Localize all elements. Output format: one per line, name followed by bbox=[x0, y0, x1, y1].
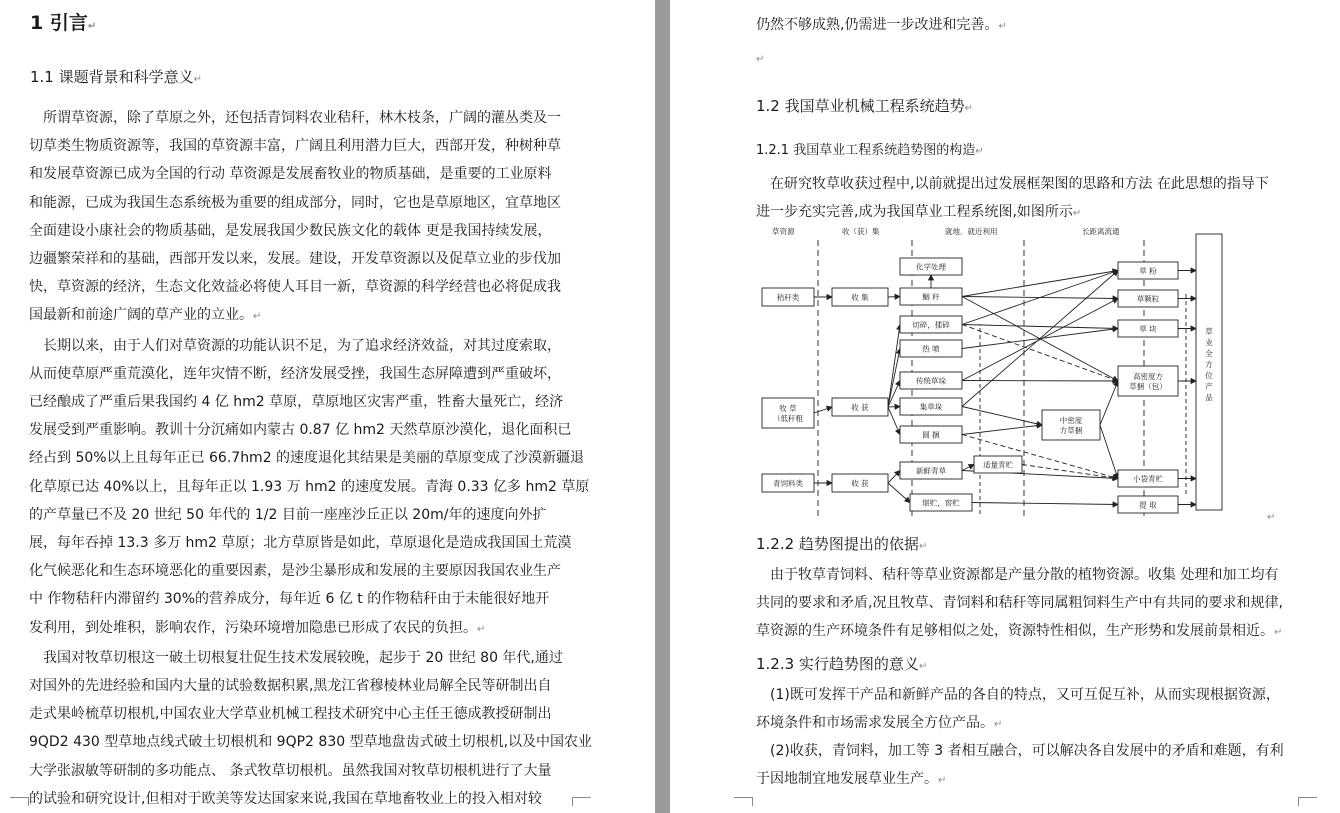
process-box bbox=[900, 372, 962, 389]
process-box bbox=[900, 258, 962, 275]
text-line: 长期以来，由于人们对草资源的功能认识不足，为了追求经济效益，对其过度索取， bbox=[43, 337, 561, 354]
box-label: 切碎，揉碎 bbox=[912, 320, 950, 330]
product-box bbox=[1118, 496, 1178, 513]
box-label: 堪贮，窖贮 bbox=[922, 498, 960, 508]
harvest-box bbox=[832, 398, 888, 416]
page-corner-mark bbox=[572, 797, 591, 806]
document-page-left bbox=[0, 0, 655, 813]
subsection-heading: 1.2.1 我国草业工程系统趋势图的构造↵ bbox=[756, 143, 984, 158]
product-box bbox=[1118, 262, 1178, 279]
box-label: （低秆粗 bbox=[773, 414, 803, 423]
body-text bbox=[29, 104, 593, 813]
text-line: 由于牧草青饲料、秸秆等草业资源都是产量分散的植物资源。收集 处理和加工均有 bbox=[770, 567, 1279, 583]
text-line: 化草原已达 40%以上，且每年正以 1.93 万 hm2 的速度发展。青海 0.33 亿多 hm2 草原 bbox=[29, 478, 590, 495]
section-heading: 1.1 课题背景和科学意义↵ bbox=[30, 68, 203, 86]
paragraph bbox=[29, 644, 593, 813]
text-line: 草资源的生产环境条件有足够相似之处，资源特性相似，生产形势和发展前景相近。↵ bbox=[756, 623, 1283, 640]
text-line: 进一步充实完善,成为我国草业工程系统图,如图所示↵ bbox=[756, 204, 1082, 221]
paragraph-mark: ↵ bbox=[756, 54, 765, 65]
body-text bbox=[756, 170, 1316, 228]
text-line: 展，每年吞掉 13.3 多万 hm2 草原；北方草原皆是如此，草原退化是造成我国国土荒漠 bbox=[29, 535, 572, 552]
text-line: 环境条件和市场需求发展全方位产品。↵ bbox=[756, 715, 1003, 732]
text-line: 走式果岭梳草切根机,中国农业大学草业机械工程技术研究中心主任王德成教授研制出 bbox=[29, 706, 552, 723]
paragraph-mark: ↵ bbox=[1267, 512, 1276, 523]
text-line: 的产草量已不及 20 世纪 50 年代的 1/2 目前一座座沙丘正以 20m/年的速度向外扩 bbox=[29, 506, 547, 523]
flow-arrow bbox=[972, 503, 1118, 505]
box-label: 收 集 bbox=[851, 293, 869, 302]
flow-arrow bbox=[888, 471, 900, 484]
flow-arrow bbox=[962, 465, 974, 471]
process-box bbox=[900, 462, 962, 479]
product-box bbox=[1118, 366, 1178, 396]
process-box bbox=[910, 494, 972, 511]
harvest-box bbox=[832, 474, 888, 492]
flow-arrow bbox=[814, 407, 832, 413]
process-box bbox=[900, 340, 962, 357]
chapter-heading: 1 引言↵ bbox=[30, 12, 97, 34]
flow-arrow bbox=[962, 325, 1118, 329]
flow-arrow bbox=[962, 407, 1042, 426]
flow-arrow bbox=[962, 271, 1118, 297]
flow-arrow bbox=[888, 407, 900, 408]
body-text bbox=[756, 681, 1316, 739]
product-box bbox=[1118, 320, 1178, 337]
text-line: 大学张淑敏等研制的多功能点、 条式牧草切根机。虽然我国对牧草切根机进行了大量 bbox=[29, 762, 552, 779]
body-text bbox=[756, 561, 1316, 648]
flow-arrow bbox=[888, 297, 900, 298]
flow-arrow bbox=[888, 349, 900, 408]
flow-arrow bbox=[888, 407, 900, 435]
flow-arrow bbox=[962, 381, 1118, 382]
text-line: (1)既可发挥干产品和新鲜产品的各自的特点，又可互促互补，从而实现根据资源， bbox=[770, 687, 1280, 703]
silage-box bbox=[974, 456, 1022, 473]
continued-text bbox=[756, 11, 1316, 41]
box-label: 集草垛 bbox=[919, 402, 943, 412]
box-label: 提 取 bbox=[1139, 500, 1157, 510]
section-heading: 1.2 我国草业机械工程系统趋势↵ bbox=[756, 97, 974, 115]
page-gap bbox=[655, 0, 670, 813]
text-line: 经占到 50%以上且每年正已 66.7hm2 的速度退化其结果是美丽的草原变成了沙漠新疆退 bbox=[29, 450, 585, 467]
text-line: (2)收获，青饲料，加工等 3 者相互融合，可以解决各自发展中的矛盾和难题，有利 bbox=[770, 743, 1284, 759]
box-label: 热 喷 bbox=[922, 344, 940, 354]
flow-arrow bbox=[962, 325, 1118, 382]
flow-arrow bbox=[962, 271, 1118, 407]
text-line: 所谓草资源，除了草原之外，还包括青饲料农业秸秆，林木枝条，广阔的灌丛类及一 bbox=[43, 110, 561, 126]
text-line: 发展受到严重影响。教训十分沉痛如内蒙古 0.87 亿 hm2 天然草原沙漠化，退化面积已 bbox=[29, 422, 572, 439]
box-label: 方草捆 bbox=[1059, 426, 1083, 435]
flow-arrow bbox=[888, 483, 910, 503]
box-label: 牧 草 bbox=[779, 404, 797, 413]
final-products-label: 草业全方位产品 bbox=[1205, 327, 1213, 402]
box-label: 圆 捆 bbox=[922, 430, 940, 440]
text-line: 发利用，到处堆积，影响农作，污染环境增加隐患已形成了农民的负担。↵ bbox=[29, 619, 486, 636]
column-heading: 长距离流通 bbox=[1082, 227, 1120, 236]
column-heading: 就地．就近利用 bbox=[945, 227, 998, 236]
mid-density-bale-box bbox=[1042, 410, 1100, 440]
subsection-heading: 1.2.2 趋势图提出的依据↵ bbox=[756, 535, 928, 553]
document-page-right bbox=[670, 0, 1340, 813]
source-box-green-feed bbox=[762, 474, 814, 492]
text-line: 我国对牧草切根这一破土切根复壮促生技术发展较晚，起步于 20 世纪 80 年代,通过 bbox=[43, 649, 563, 666]
text-line: 已经酿成了严重后果我国约 4 亿 hm2 草原，草原地区灾害严重，牲畜大量死亡，经济 bbox=[29, 394, 564, 411]
process-box bbox=[900, 316, 962, 333]
text-line: 切草类生物质资源等，我国的草资源丰富，广阔且利用潜力巨大，西部开发，种树种草 bbox=[29, 138, 561, 155]
product-box bbox=[1118, 470, 1178, 487]
text-line: 全面建设小康社会的物质基础，是发展我国少数民族文化的载体 更是我国持续发展， bbox=[29, 222, 552, 239]
text-line: 和能源，已成为我国生态系统极为重要的组成部分，同时，它也是草原地区，宜草地区 bbox=[29, 194, 561, 211]
source-box-forage bbox=[762, 398, 814, 428]
collect-box bbox=[832, 288, 888, 306]
process-box bbox=[900, 398, 962, 415]
paragraph bbox=[29, 332, 590, 644]
body-text bbox=[756, 737, 1316, 795]
box-label: 鲴 秆 bbox=[922, 292, 940, 302]
text-line: 边疆繁荣祥和的基础，西部开发以来，发展。建设，开发草资源以及促草立业的步伐加 bbox=[29, 251, 561, 268]
text-line: 和发展草资源已成为全国的行动 草资源是发展畜牧业的物质基础，是重要的工业原料 bbox=[29, 166, 552, 183]
box-label: 草 块 bbox=[1139, 324, 1157, 334]
box-label: 秸秆类 bbox=[776, 293, 800, 302]
flow-arrow bbox=[1100, 425, 1118, 479]
text-line: 中 作物秸秆内滞留约 30%的营养成分，每年近 6 亿 t 的作物秸秆由于未能很好地开 bbox=[29, 591, 550, 608]
box-label: 收 获 bbox=[851, 403, 869, 412]
flow-arrow bbox=[962, 425, 1042, 435]
column-heading: 草资源 bbox=[772, 227, 795, 236]
box-label: 小袋青贮 bbox=[1133, 474, 1163, 484]
text-line: 在研究牧草收获过程中,以前就提出过发展框架图的思路和方法 在此思想的指导下 bbox=[770, 176, 1269, 192]
process-box bbox=[900, 288, 962, 305]
page-corner-mark bbox=[734, 797, 753, 806]
box-label: 高密度方 bbox=[1133, 372, 1163, 381]
text-line: 于因地制宜地发展草业生产。↵ bbox=[756, 771, 947, 788]
text-line: 化气候恶化和生态环境恶化的重要因素，是沙尘暴形成和发展的主要原因我国农业生产 bbox=[29, 563, 561, 580]
final-products-box bbox=[1196, 234, 1222, 510]
box-label: 传统草垛 bbox=[916, 376, 946, 386]
subsection-heading: 1.2.3 实行趋势图的意义↵ bbox=[756, 655, 928, 673]
box-label: 中密度 bbox=[1059, 416, 1083, 425]
page-corner-mark bbox=[10, 797, 29, 806]
box-label: 新鲜青草 bbox=[916, 466, 946, 476]
flow-arrow bbox=[962, 271, 1118, 325]
box-label: 草颗粒 bbox=[1136, 294, 1160, 304]
product-box bbox=[1118, 290, 1178, 307]
text-line: 对国外的先进经验和国内大量的试验数据积累,黑龙江省穆棱林业局解全民等研制出自 bbox=[29, 678, 552, 695]
page-corner-mark bbox=[1298, 797, 1317, 806]
text-line: 仍然不够成熟,仍需进一步改进和完善。↵ bbox=[756, 17, 1007, 33]
text-line: 共同的要求和矛盾,况且牧草、青饲料和秸秆等同属粗饲料生产中有共同的要求和规律, bbox=[756, 595, 1283, 612]
source-box-straw bbox=[762, 288, 814, 306]
text-line: 从而使草原严重荒漠化，连年灾情不断，经济发展受挫，我国生态屏障遭到严重破坏， bbox=[29, 365, 561, 382]
box-label: 青饲料类 bbox=[773, 479, 803, 488]
flow-arrow bbox=[1100, 381, 1118, 425]
box-label: 适量青贮 bbox=[983, 460, 1013, 470]
box-label: 化学处理 bbox=[916, 262, 946, 272]
text-line: 快，草资源的经济，生态文化效益必将使人耳目一新，草资源的科学经营也必将促成我 bbox=[29, 279, 561, 296]
box-label: 草 粉 bbox=[1139, 266, 1157, 276]
column-heading: 收（获）集 bbox=[842, 227, 880, 236]
process-box bbox=[900, 426, 962, 443]
text-line: 国最新和前途广阔的草产业的立业。↵ bbox=[29, 307, 262, 324]
grass-engineering-system-diagram bbox=[760, 224, 1265, 520]
box-label: 收 获 bbox=[851, 479, 869, 488]
text-line: 的试验和研究设计,但相对于欧美等发达国家来说,我国在草地畜牧业上的投入相对较 bbox=[29, 790, 542, 807]
text-line: 9QD2 430 型草地点线式破土切根机和 9QP2 830 型草地盘齿式破土切根机,以及中国农业 bbox=[29, 734, 593, 751]
box-label: 草捆（包） bbox=[1129, 382, 1167, 391]
paragraph bbox=[29, 104, 571, 332]
